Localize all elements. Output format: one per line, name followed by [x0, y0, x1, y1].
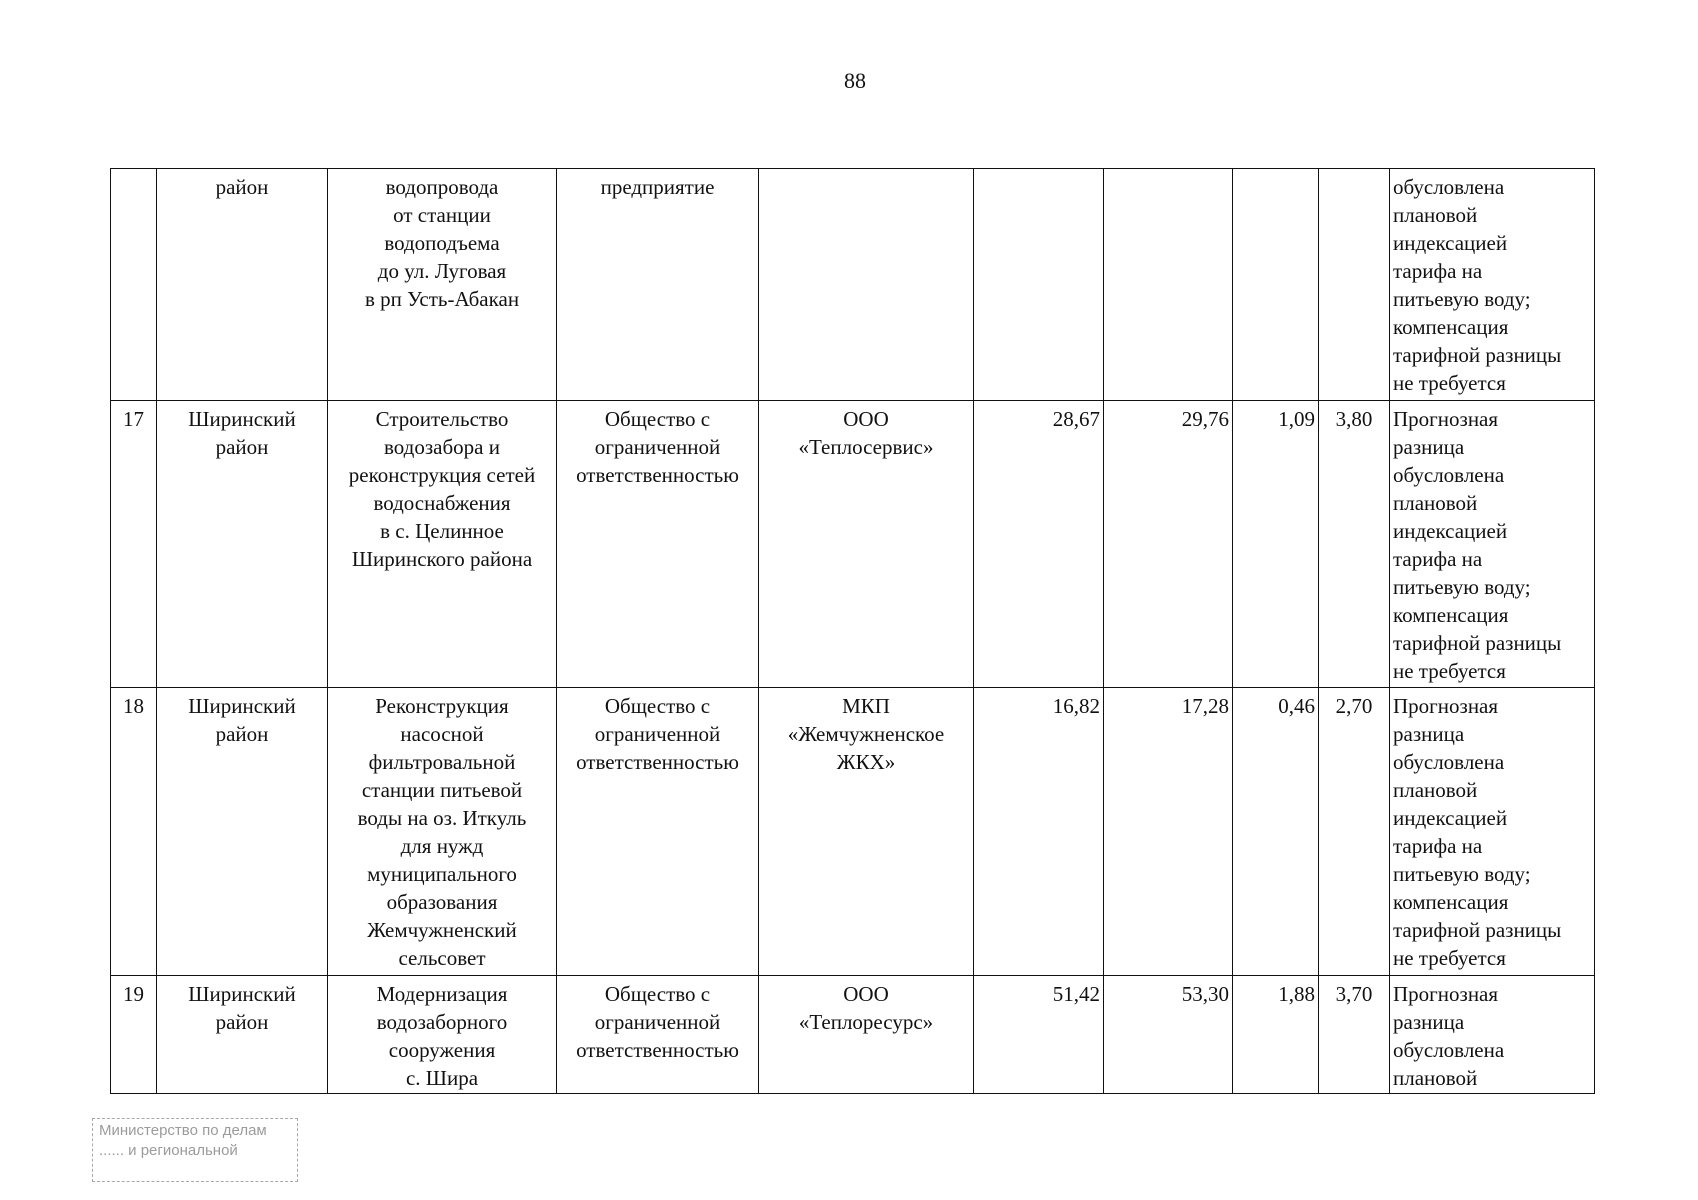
cell-line: разница — [1393, 1010, 1465, 1034]
value-3-cell: 1,88 — [1233, 976, 1319, 1094]
cell-line: в рп Усть-Абакан — [364, 287, 520, 311]
cell-line: водоснабжения — [373, 491, 511, 515]
cell-line: плановой — [1393, 1066, 1478, 1090]
cell-line: индексацией — [1393, 519, 1508, 543]
cell-line: компенсация — [1393, 315, 1509, 339]
cell-line: МКП — [842, 694, 890, 718]
cell-line: Общество с — [604, 407, 711, 431]
org-name-cell — [759, 169, 974, 401]
org-name-cell — [759, 976, 974, 1094]
cell-line: тарифной разницы — [1393, 918, 1562, 942]
value-1-cell: 28,67 — [974, 401, 1104, 688]
tariff-table — [110, 168, 1595, 1094]
cell-line: ЖКХ» — [836, 750, 896, 774]
cell-line: не требуется — [1393, 371, 1506, 395]
note-cell — [1390, 169, 1595, 401]
cell-line: обусловлена — [1393, 750, 1505, 774]
cell-line: ООО — [843, 407, 889, 431]
value-2-cell — [1104, 169, 1233, 401]
cell-line: реконструкция сетей — [348, 463, 536, 487]
cell-line: обусловлена — [1393, 175, 1505, 199]
cell-line: питьевую воду; — [1393, 862, 1531, 886]
cell-line: ограниченной — [594, 435, 721, 459]
cell-line: образования — [386, 890, 498, 914]
row-number: 17 — [111, 401, 157, 688]
cell-line: тарифа на — [1393, 547, 1483, 571]
org-form-cell — [557, 688, 759, 976]
cell-line: плановой — [1393, 203, 1478, 227]
cell-line: Модернизация — [376, 982, 508, 1006]
value-3-cell — [1233, 169, 1319, 401]
cell-line: Ширинский — [188, 982, 296, 1006]
table-row — [111, 401, 1595, 688]
cell-line: разница — [1393, 722, 1465, 746]
district-cell — [157, 688, 328, 976]
cell-line: плановой — [1393, 778, 1478, 802]
cell-line: обусловлена — [1393, 1038, 1505, 1062]
table-row — [111, 976, 1595, 1094]
cell-line: в с. Целинное — [380, 519, 504, 543]
page-number: 88 — [844, 68, 866, 93]
ministry-stamp — [92, 1118, 298, 1182]
stamp-line: Министерство по делам — [99, 1122, 267, 1139]
cell-line: разница — [1393, 435, 1465, 459]
cell-line: район — [215, 175, 269, 199]
cell-line: Реконструкция — [375, 694, 509, 718]
stamp-line: ...... и региональной — [99, 1142, 238, 1159]
district-cell — [157, 401, 328, 688]
cell-line: «Теплоресурс» — [798, 1010, 934, 1034]
cell-line: ограниченной — [594, 1010, 721, 1034]
row-number — [111, 169, 157, 401]
org-name-cell — [759, 688, 974, 976]
cell-line: Прогнозная — [1393, 407, 1499, 431]
cell-line: Ширинского района — [351, 547, 533, 571]
cell-line: тарифа на — [1393, 259, 1483, 283]
cell-line: от станции — [393, 203, 491, 227]
value-4-cell — [1319, 169, 1390, 401]
cell-line: район — [215, 1010, 269, 1034]
cell-line: Общество с — [604, 694, 711, 718]
cell-line: с. Шира — [405, 1066, 479, 1090]
cell-line: компенсация — [1393, 890, 1509, 914]
value-4-cell: 3,80 — [1319, 401, 1390, 688]
cell-line: ООО — [843, 982, 889, 1006]
cell-line: воды на оз. Иткуль — [357, 806, 527, 830]
cell-line: не требуется — [1393, 659, 1506, 683]
value-4-cell: 3,70 — [1319, 976, 1390, 1094]
object-cell — [328, 688, 557, 976]
cell-line: «Жемчужненское — [787, 722, 945, 746]
org-form-cell — [557, 401, 759, 688]
cell-line: Ширинский — [188, 694, 296, 718]
cell-line: компенсация — [1393, 603, 1509, 627]
cell-line: фильтровальной — [368, 750, 516, 774]
object-cell — [328, 401, 557, 688]
cell-line: ограниченной — [594, 722, 721, 746]
cell-line: не требуется — [1393, 946, 1506, 970]
cell-line: питьевую воду; — [1393, 575, 1531, 599]
cell-line: ответственностью — [576, 463, 739, 487]
table-row — [111, 169, 1595, 401]
org-name-cell — [759, 401, 974, 688]
cell-line: предприятие — [600, 175, 715, 199]
value-2-cell: 29,76 — [1104, 401, 1233, 688]
note-cell — [1390, 688, 1595, 976]
cell-line: Ширинский — [188, 407, 296, 431]
org-form-cell — [557, 169, 759, 401]
cell-line: индексацией — [1393, 806, 1508, 830]
object-cell — [328, 976, 557, 1094]
cell-line: сельсовет — [398, 946, 486, 970]
value-1-cell — [974, 169, 1104, 401]
object-cell — [328, 169, 557, 401]
value-2-cell: 53,30 — [1104, 976, 1233, 1094]
value-2-cell: 17,28 — [1104, 688, 1233, 976]
cell-line: индексацией — [1393, 231, 1508, 255]
cell-line: «Теплосервис» — [798, 435, 934, 459]
district-cell — [157, 169, 328, 401]
cell-line: тарифа на — [1393, 834, 1483, 858]
cell-line: водоподъема — [384, 231, 500, 255]
cell-line: тарифной разницы — [1393, 631, 1562, 655]
cell-line: ответственностью — [576, 1038, 739, 1062]
cell-line: ответственностью — [576, 750, 739, 774]
cell-line: тарифной разницы — [1393, 343, 1562, 367]
value-3-cell: 0,46 — [1233, 688, 1319, 976]
cell-line: сооружения — [388, 1038, 496, 1062]
cell-line: Жемчужненский — [367, 918, 517, 942]
row-number: 19 — [111, 976, 157, 1094]
cell-line: для нужд — [400, 834, 484, 858]
value-3-cell: 1,09 — [1233, 401, 1319, 688]
note-cell — [1390, 401, 1595, 688]
org-form-cell — [557, 976, 759, 1094]
value-1-cell: 16,82 — [974, 688, 1104, 976]
cell-line: водопровода — [385, 175, 499, 199]
cell-line: муниципального — [367, 862, 517, 886]
table-row — [111, 688, 1595, 976]
value-4-cell: 2,70 — [1319, 688, 1390, 976]
cell-line: до ул. Луговая — [377, 259, 507, 283]
cell-line: Прогнозная — [1393, 694, 1499, 718]
note-cell — [1390, 976, 1595, 1094]
cell-line: район — [215, 722, 269, 746]
cell-line: плановой — [1393, 491, 1478, 515]
cell-line: питьевую воду; — [1393, 287, 1531, 311]
cell-line: район — [215, 435, 269, 459]
cell-line: насосной — [400, 722, 484, 746]
cell-line: станции питьевой — [361, 778, 523, 802]
cell-line: обусловлена — [1393, 463, 1505, 487]
cell-line: Строительство — [375, 407, 509, 431]
cell-line: Общество с — [604, 982, 711, 1006]
value-1-cell: 51,42 — [974, 976, 1104, 1094]
cell-line: водозаборного — [376, 1010, 508, 1034]
district-cell — [157, 976, 328, 1094]
row-number: 18 — [111, 688, 157, 976]
cell-line: водозабора и — [384, 435, 500, 459]
cell-line: Прогнозная — [1393, 982, 1499, 1006]
